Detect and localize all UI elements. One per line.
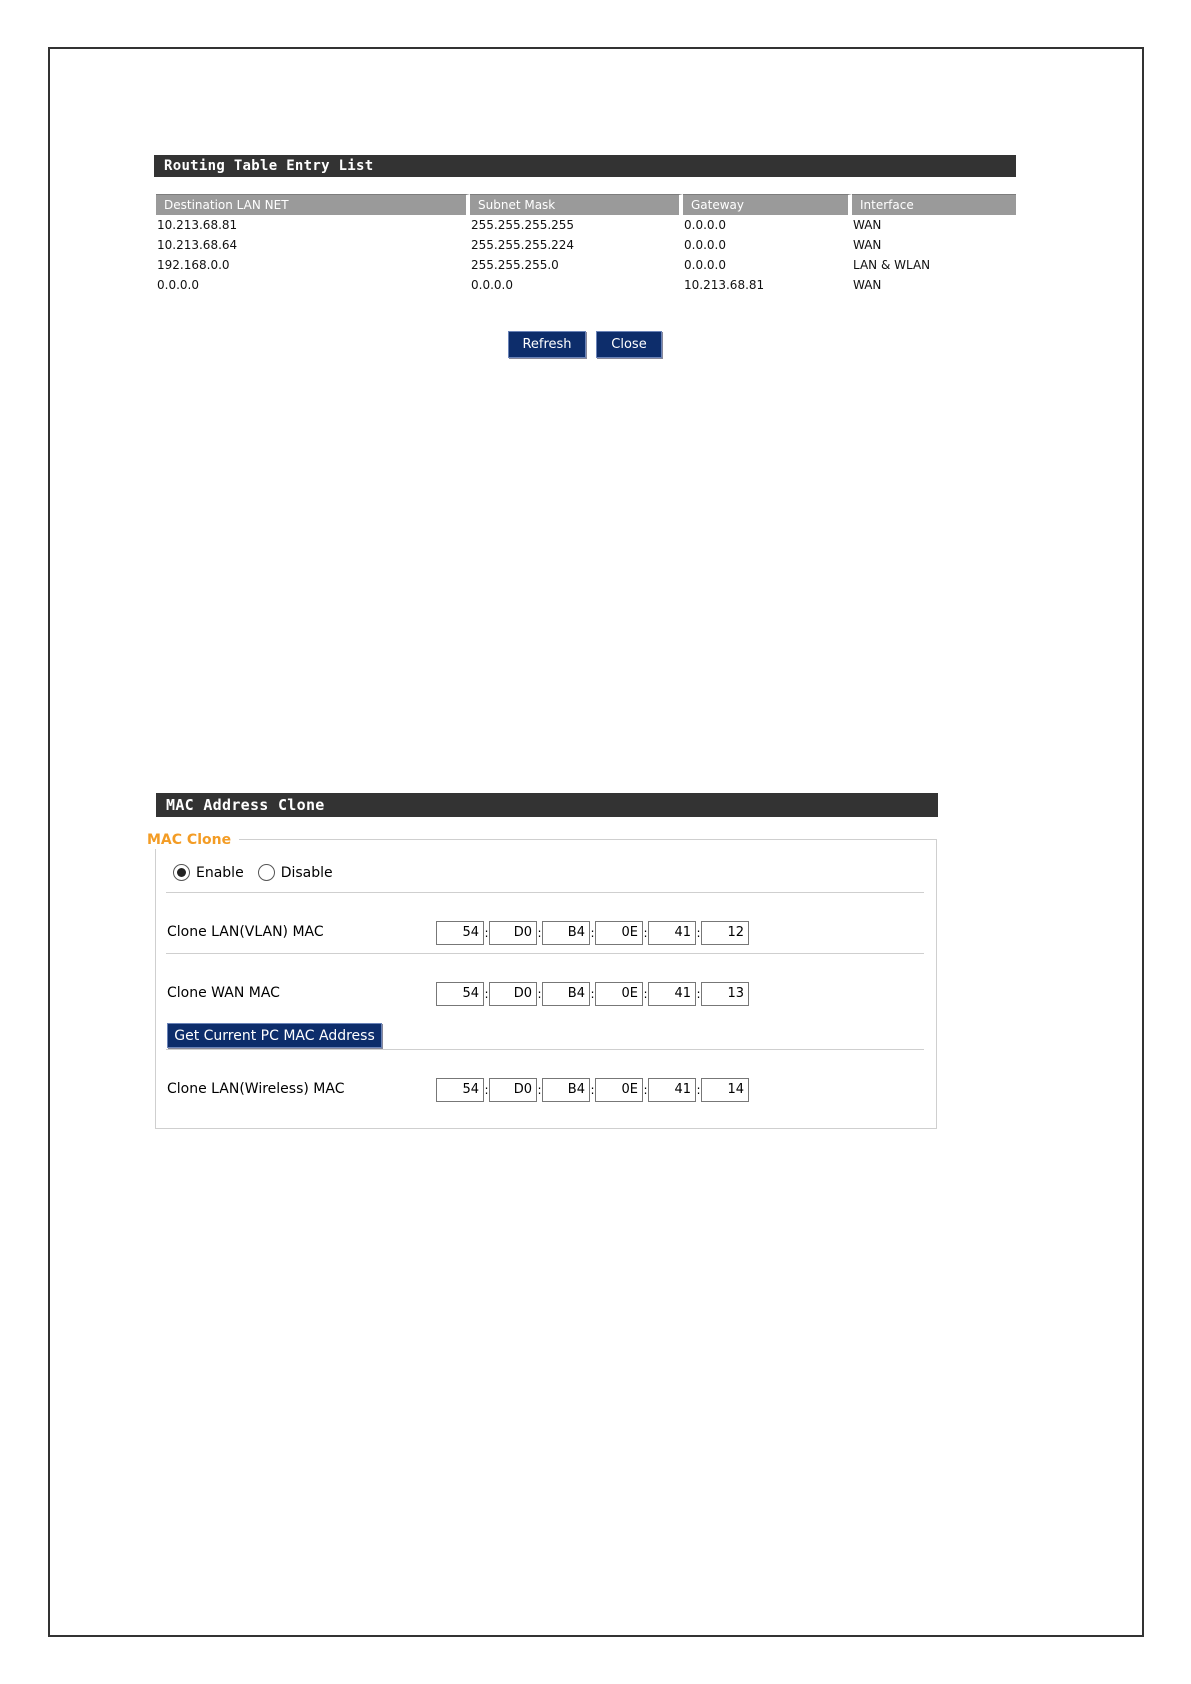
mac-octet-input[interactable]: B4 bbox=[542, 921, 590, 945]
radio-selected-dot bbox=[177, 868, 186, 877]
mac-octet-input[interactable]: 41 bbox=[648, 982, 696, 1006]
mac-separator: : bbox=[643, 926, 648, 940]
mac-octet-input[interactable]: 0E bbox=[595, 1078, 643, 1102]
mac-separator: : bbox=[537, 987, 542, 1001]
cell-destination: 0.0.0.0 bbox=[157, 278, 199, 292]
mac-octet-input[interactable]: 12 bbox=[701, 921, 749, 945]
mac-separator: : bbox=[590, 1083, 595, 1097]
mac-separator: : bbox=[696, 987, 701, 1001]
clone-lan-wireless-mac-label: Clone LAN(Wireless) MAC bbox=[167, 1081, 345, 1097]
routing-table bbox=[156, 194, 1016, 295]
enable-label: Enable bbox=[196, 864, 244, 881]
divider bbox=[166, 1049, 924, 1050]
divider bbox=[166, 953, 924, 954]
cell-gateway: 0.0.0.0 bbox=[684, 258, 726, 272]
mac-octet-input[interactable]: 54 bbox=[436, 921, 484, 945]
mac-octet-input[interactable]: 0E bbox=[595, 982, 643, 1006]
table-row bbox=[156, 235, 1016, 255]
routing-table-header bbox=[156, 194, 1016, 215]
cell-destination: 192.168.0.0 bbox=[157, 258, 230, 272]
mac-octet-input[interactable]: 13 bbox=[701, 982, 749, 1006]
mac-octet-input[interactable]: 54 bbox=[436, 982, 484, 1006]
mac-separator: : bbox=[696, 926, 701, 940]
cell-gateway: 0.0.0.0 bbox=[684, 218, 726, 232]
cell-gateway: 10.213.68.81 bbox=[684, 278, 765, 292]
mac-octet-input[interactable]: D0 bbox=[489, 921, 537, 945]
cell-destination: 10.213.68.64 bbox=[157, 238, 238, 252]
cell-subnet-mask: 0.0.0.0 bbox=[471, 278, 513, 292]
disable-label: Disable bbox=[280, 864, 333, 881]
clone-lan-vlan-mac-label: Clone LAN(VLAN) MAC bbox=[167, 924, 324, 940]
mac-address-clone-title: MAC Address Clone bbox=[156, 793, 938, 817]
mac-octet-input[interactable]: 54 bbox=[436, 1078, 484, 1102]
close-button[interactable]: Close bbox=[596, 331, 662, 358]
enable-radio[interactable] bbox=[173, 864, 190, 881]
cell-destination: 10.213.68.81 bbox=[157, 218, 238, 232]
get-current-pc-mac-button[interactable]: Get Current PC MAC Address bbox=[167, 1023, 382, 1048]
clone-wan-mac-inputs bbox=[436, 982, 749, 1006]
cell-subnet-mask: 255.255.255.224 bbox=[471, 238, 575, 252]
cell-interface: LAN & WLAN bbox=[853, 258, 931, 272]
table-row bbox=[156, 215, 1016, 235]
clone-lan-wireless-mac-inputs bbox=[436, 1078, 749, 1102]
column-header-destination: Destination LAN NET bbox=[156, 194, 470, 215]
mac-separator: : bbox=[590, 987, 595, 1001]
divider bbox=[166, 892, 924, 893]
mac-octet-input[interactable]: B4 bbox=[542, 1078, 590, 1102]
mac-octet-input[interactable]: 14 bbox=[701, 1078, 749, 1102]
cell-subnet-mask: 255.255.255.255 bbox=[471, 218, 575, 232]
refresh-button[interactable]: Refresh bbox=[508, 331, 586, 358]
cell-interface: WAN bbox=[853, 218, 882, 232]
column-header-gateway: Gateway bbox=[683, 194, 852, 215]
disable-radio[interactable] bbox=[258, 864, 275, 881]
mac-separator: : bbox=[484, 1083, 489, 1097]
mac-octet-input[interactable]: 41 bbox=[648, 921, 696, 945]
mac-octet-input[interactable]: B4 bbox=[542, 982, 590, 1006]
mac-octet-input[interactable]: D0 bbox=[489, 1078, 537, 1102]
mac-separator: : bbox=[537, 926, 542, 940]
routing-table-title: Routing Table Entry List bbox=[154, 155, 1016, 177]
mac-separator: : bbox=[537, 1083, 542, 1097]
cell-gateway: 0.0.0.0 bbox=[684, 238, 726, 252]
mac-separator: : bbox=[484, 926, 489, 940]
mac-separator: : bbox=[696, 1083, 701, 1097]
column-header-interface: Interface bbox=[852, 194, 1016, 215]
mac-octet-input[interactable]: D0 bbox=[489, 982, 537, 1006]
cell-interface: WAN bbox=[853, 238, 882, 252]
mac-octet-input[interactable]: 0E bbox=[595, 921, 643, 945]
mac-octet-input[interactable]: 41 bbox=[648, 1078, 696, 1102]
mac-separator: : bbox=[643, 987, 648, 1001]
table-row bbox=[156, 255, 1016, 275]
column-header-subnet-mask: Subnet Mask bbox=[470, 194, 683, 215]
mac-clone-radio-group bbox=[173, 864, 347, 881]
clone-wan-mac-label: Clone WAN MAC bbox=[167, 985, 280, 1001]
clone-lan-vlan-mac-inputs bbox=[436, 921, 749, 945]
mac-separator: : bbox=[590, 926, 595, 940]
mac-separator: : bbox=[643, 1083, 648, 1097]
cell-subnet-mask: 255.255.255.0 bbox=[471, 258, 559, 272]
mac-clone-legend: MAC Clone bbox=[147, 831, 239, 849]
table-row bbox=[156, 275, 1016, 295]
cell-interface: WAN bbox=[853, 278, 882, 292]
mac-separator: : bbox=[484, 987, 489, 1001]
